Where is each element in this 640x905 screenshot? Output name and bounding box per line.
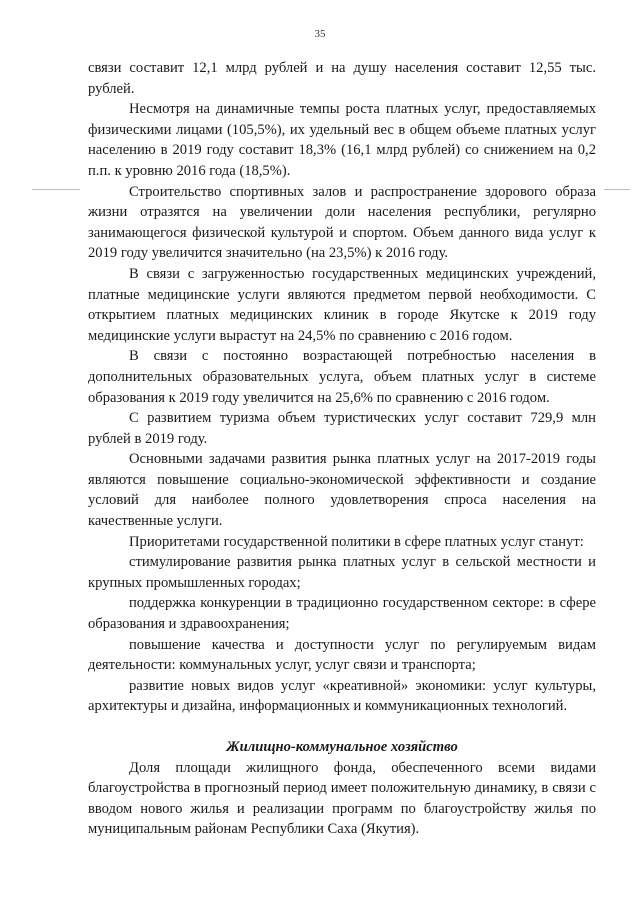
paragraph: Основными задачами развития рынка платных услуг на 2017-2019 годы являются повышение социально-экономической эффективности и создание условий для наиболее полного удовлетворения спроса населения на качественные услуги. bbox=[88, 451, 596, 530]
paragraph: Доля площади жилищного фонда, обеспеченного всеми видами благоустройства в прогнозный период имеет положительную динамику, в связи с вводом нового жилья и реализации программ по благоустройству жилья по муниципальным районам Республики Саха (Якутия). bbox=[88, 759, 596, 838]
paragraph: связи составит 12,1 млрд рублей и на душу населения составит 12,55 тыс. рублей. bbox=[88, 60, 596, 97]
scan-artifact-right bbox=[604, 189, 630, 190]
list-item: стимулирование развития рынка платных услуг в сельской местности и крупных промышленных городах; bbox=[88, 554, 596, 591]
paragraph: Несмотря на динамичные темпы роста платных услуг, предоставляемых физическими лицами (105,5%), их удельный вес в общем объеме платных услуг населению в 2019 году составит 18,3% (16,1 млрд рублей) со снижением на 0,2 п.п. к уровню 2016 года (18,5%). bbox=[88, 101, 596, 179]
scan-artifact-left bbox=[32, 189, 80, 190]
section-heading: Жилищно-коммунальное хозяйство bbox=[226, 739, 458, 755]
page-number: 35 bbox=[314, 28, 326, 40]
section-spacer bbox=[88, 717, 596, 737]
list-item: повышение качества и доступности услуг по регулируемым видам деятельности: коммунальных услуг, услуг связи и транспорта; bbox=[88, 636, 596, 674]
paragraph: Приоритетами государственной политики в сфере платных услуг станут: bbox=[129, 533, 584, 550]
list-item: развитие новых видов услуг «креативной» экономики: услуг культуры, архитектуры и дизайна, информационных и коммуникационных технологий. bbox=[88, 677, 596, 715]
paragraph: С развитием туризма объем туристических услуг составит 729,9 млн рублей в 2019 году. bbox=[88, 410, 596, 447]
paragraph: Строительство спортивных залов и распространение здорового образа жизни отразятся на увеличении доли населения республики, регулярно занимающегося физической культурой и спортом. Объем данного вида услуг к 2019 году увеличится значительно (на 23,5%) к 2016 году. bbox=[88, 183, 596, 262]
paragraph: В связи с постоянно возрастающей потребностью населения в дополнительных образовательных услуга, объем платных услуг в системе образования к 2019 году увеличится на 25,6% по сравнению с 2016 годом. bbox=[88, 348, 596, 406]
list-item: поддержка конкуренции в традиционно государственном секторе: в сфере образования и здравоохранения; bbox=[88, 595, 596, 633]
paragraph: В связи с загруженностью государственных медицинских учреждений, платные медицинские услуги являются предметом первой необходимости. С открытием платных медицинских клиник в городе Якутске к 2019 году медицинские услуги вырастут на 24,5% по сравнению с 2016 годом. bbox=[88, 265, 596, 344]
page-content bbox=[88, 58, 596, 840]
